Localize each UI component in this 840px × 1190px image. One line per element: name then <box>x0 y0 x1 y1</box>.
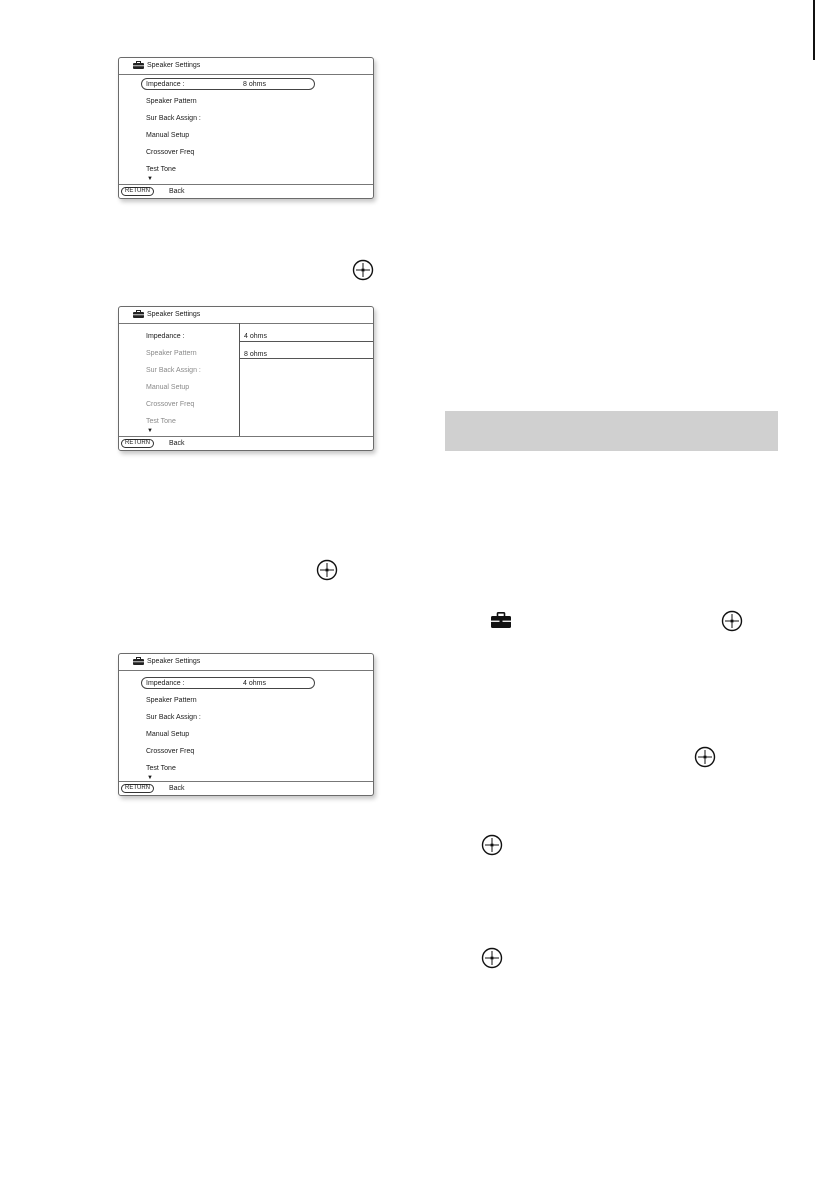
toolbox-icon <box>491 612 511 628</box>
enter-button-icon <box>481 834 503 856</box>
panel-footer <box>119 184 373 198</box>
toolbox-icon <box>133 61 144 69</box>
impedance-value: 4 ohms <box>243 680 266 687</box>
speaker-settings-screen-3 <box>118 653 374 796</box>
menu-item-speaker-pattern[interactable]: Speaker Pattern <box>146 98 197 105</box>
enter-button-icon <box>721 610 743 632</box>
option-4-ohms[interactable]: 4 ohms <box>244 333 267 340</box>
menu-item-crossover-freq: Crossover Freq <box>146 401 195 408</box>
return-key: RETURN <box>121 439 154 448</box>
back-label: Back <box>169 440 185 447</box>
speaker-settings-screen-1 <box>118 57 374 199</box>
menu-item-manual-setup[interactable]: Manual Setup <box>146 132 190 139</box>
menu-item-sur-back-assign[interactable]: Sur Back Assign : <box>146 115 201 122</box>
menu-item-impedance[interactable]: Impedance : <box>146 680 185 687</box>
section-heading-bar <box>445 411 778 451</box>
menu-item-manual-setup[interactable]: Manual Setup <box>146 731 190 738</box>
menu-item-impedance[interactable]: Impedance : <box>146 81 185 88</box>
scroll-down-icon: ▼ <box>147 176 153 182</box>
menu-item-speaker-pattern[interactable]: Speaker Pattern <box>146 697 197 704</box>
toolbox-icon <box>133 310 144 318</box>
menu-item-crossover-freq[interactable]: Crossover Freq <box>146 748 195 755</box>
menu-item-manual-setup: Manual Setup <box>146 384 190 391</box>
scroll-down-icon: ▼ <box>147 775 153 781</box>
option-8-ohms[interactable]: 8 ohms <box>244 351 267 358</box>
enter-button-icon <box>694 746 716 768</box>
thumb-index-rule <box>813 0 815 60</box>
impedance-options-list <box>239 323 373 436</box>
panel-title: Speaker Settings <box>147 311 201 318</box>
panel-title: Speaker Settings <box>147 658 201 665</box>
menu-item-impedance[interactable]: Impedance : <box>146 333 185 340</box>
enter-button-icon <box>352 259 374 281</box>
back-label: Back <box>169 785 185 792</box>
panel-header <box>119 654 373 671</box>
menu-item-crossover-freq[interactable]: Crossover Freq <box>146 149 195 156</box>
menu-item-test-tone: Test Tone <box>146 418 176 425</box>
menu-item-speaker-pattern: Speaker Pattern <box>146 350 197 357</box>
speaker-settings-screen-2 <box>118 306 374 451</box>
toolbox-icon <box>133 657 144 665</box>
enter-button-icon <box>481 947 503 969</box>
panel-header <box>119 307 373 324</box>
back-label: Back <box>169 188 185 195</box>
impedance-value: 8 ohms <box>243 81 266 88</box>
menu-item-sur-back-assign[interactable]: Sur Back Assign : <box>146 714 201 721</box>
enter-button-icon <box>316 559 338 581</box>
menu-item-test-tone[interactable]: Test Tone <box>146 166 176 173</box>
menu-item-sur-back-assign: Sur Back Assign : <box>146 367 201 374</box>
panel-footer <box>119 781 373 795</box>
panel-title: Speaker Settings <box>147 62 201 69</box>
panel-header <box>119 58 373 75</box>
return-key: RETURN <box>121 784 154 793</box>
menu-item-test-tone[interactable]: Test Tone <box>146 765 176 772</box>
scroll-down-icon: ▼ <box>147 428 153 434</box>
panel-footer <box>119 436 373 450</box>
return-key: RETURN <box>121 187 154 196</box>
